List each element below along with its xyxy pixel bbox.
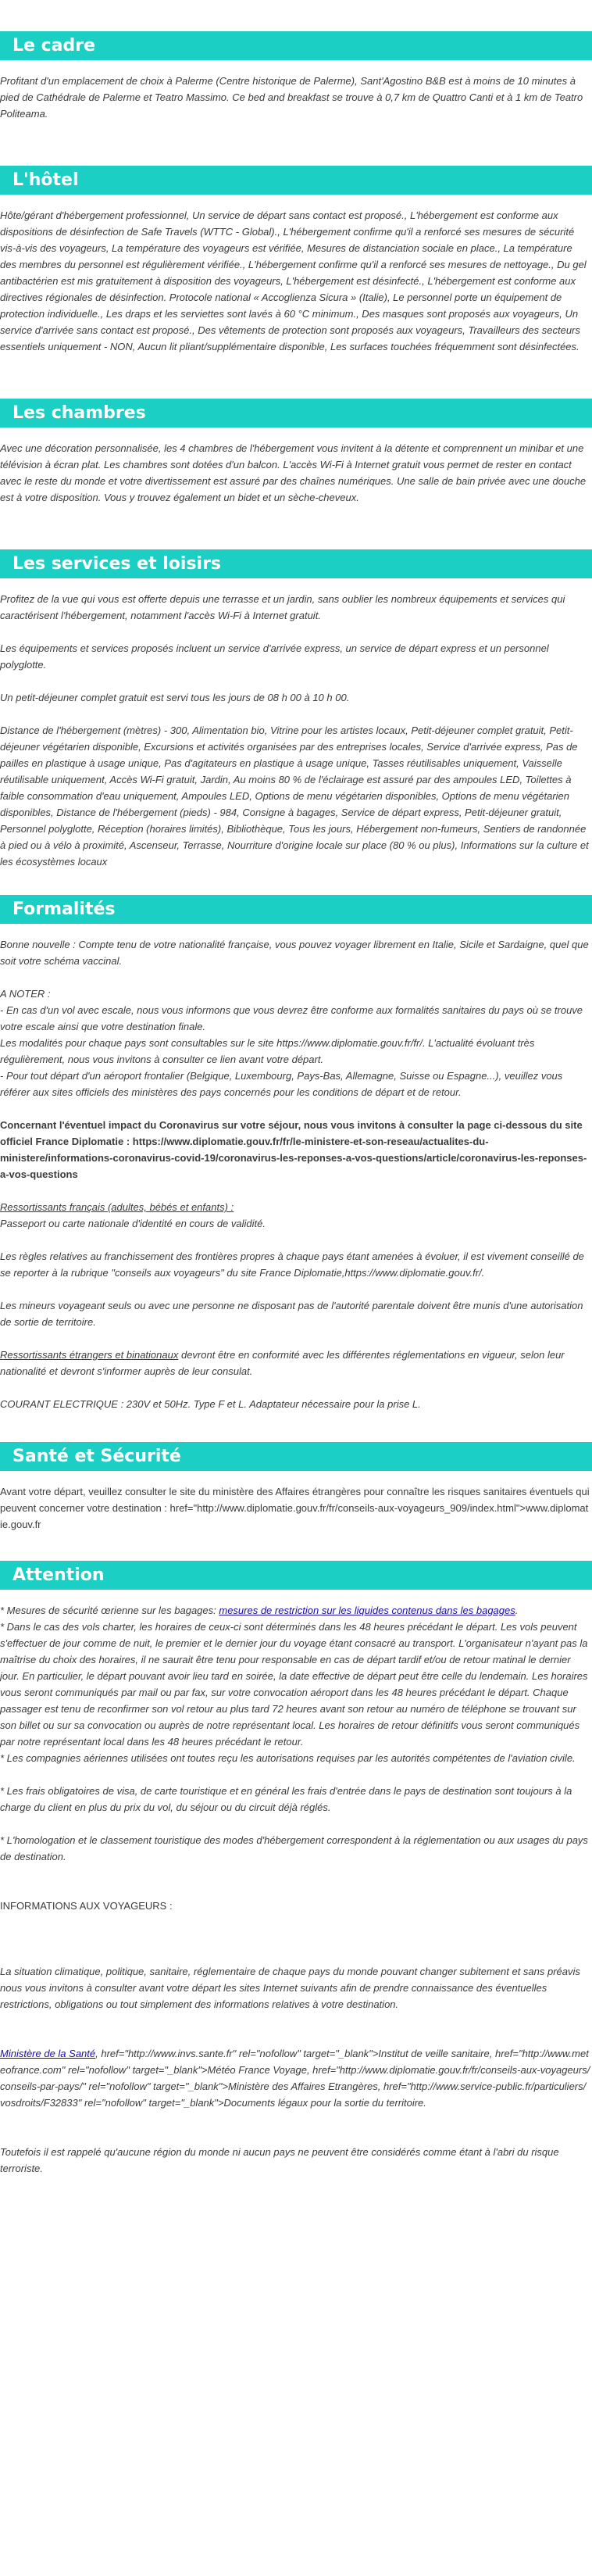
- section-title-services: Les services et loisirs: [0, 549, 592, 578]
- hotel-text: Hôte/gérant d'hébergement professionnel, Un service de départ sans contact est proposé., L'hébergement est conforme aux dispositions de désinfection de Safe Travels (WTTC - Global)., L'hébergement confirme qu'il a renforcé ses mesures de sécurité vis-à-vis des voyageurs, La température des voyageurs est vérifiée, Mesures de distanciation sociale en place., La température des membres du personnel est régulièrement vérifiée., L'hébergement confirme qu'il a renforcé ses mesures de nettoyage., Du gel antibactérien est mis gratuitement à disposition des voyageurs, L'hébergement est désinfecté., L'hébergement est conforme aux directives régionales de désinfection. Protocole national « Accoglienza Sicura » (Italie), Le personnel porte un équipement de protection individuelle., Les draps et les serviettes sont lavés à 60 °C minimum., Des masques sont proposés aux voyageurs, Un service d'arrivée sans contact est proposé., Des vêtements de protection sont proposés aux voyageurs, Travailleurs des secteurs essentiels uniquement - NON, Aucun lit pliant/supplémentaire disponible, Les surfaces touchées fréquemment sont désinfectées.: [0, 209, 587, 352]
- formalites-minors: Les mineurs voyageant seuls ou avec une personne ne disposant pas de l'autorité parentale doivent être munis d'une autorisation de sortie de territoire.: [0, 1300, 583, 1328]
- section-title-chambres: Les chambres: [0, 399, 592, 428]
- section-attention: [0, 1590, 592, 2191]
- section-title-hotel: L'hôtel: [0, 166, 592, 195]
- services-p2: Les équipements et services proposés incluent un service d'arrivée express, un service de départ express et un personnel polyglotte.: [0, 642, 549, 671]
- formalites-fr-title: Ressortissants français (adultes, bébés et enfants) :: [0, 1201, 234, 1213]
- section-chambres: [0, 428, 592, 520]
- formalites-coronavirus-notice: Concernant l'éventuel impact du Coronavirus sur votre séjour, nous vous invitons à consulter la page ci-dessous du site officiel France Diplomatie : https://www.diplomatie.gouv.fr/fr/le-ministere-et-son-reseau/actualites-du-ministere/informations-coronavirus-covid-19/coronavirus-les-reponses-a-vos-questions/article/coronavirus-les-reponses-a-vos-questions: [0, 1119, 587, 1180]
- services-p1: Profitez de la vue qui vous est offerte depuis une terrasse et un jardin, sans oublier les nombreux équipements et services qui caractérisent l'hébergement, notamment l'accès Wi-Fi à Internet gratuit.: [0, 593, 565, 621]
- section-hotel: [0, 195, 592, 369]
- formalites-note2: Les modalités pour chaque pays sont consultables sur le site https://www.diplomatie.gouv.fr/fr/. L'actualité évoluant très régulièrement, nous vous invitons à consulter ce lien avant votre départ.: [0, 1037, 535, 1065]
- formalites-foreign: [0, 1347, 590, 1379]
- formalites-note3: - Pour tout départ d'un aéroport frontalier (Belgique, Luxembourg, Pays-Bas, Allemagne, Suisse ou Espagne...), veuillez vous référer aux sites officiels des ministères des pays concernés pour les conditions de départ et de retour.: [0, 1070, 563, 1098]
- section-title-attention: Attention: [0, 1561, 592, 1590]
- section-formalites: [0, 924, 592, 1426]
- attention-p9-rest: , href="http://www.invs.sante.fr" rel="nofollow" target="_blank">Institut de veille sanitaire, href="http://www.meteofrance.com" rel="nofollow" target="_blank">Météo France Voyage, href="http://www.diplomatie.gouv.fr/fr/conseils-aux-voyageurs/conseils-par-pays/" rel="nofollow" target="_blank">Ministère des Affaires Etrangères, href="http://www.service-public.fr/particuliers/vosdroits/F32833" rel="nofollow" target="_blank">Documents légaux pour la sortie du territoire.: [0, 2048, 590, 2109]
- formalites-p1: Bonne nouvelle : Compte tenu de votre nationalité française, vous pouvez voyager librement en Italie, Sicile et Sardaigne, quel que soit votre schéma vaccinal.: [0, 939, 589, 967]
- cadre-text: Profitant d'un emplacement de choix à Palerme (Centre historique de Palerme), Sant'Agostino B&B est à moins de 10 minutes à pied de Cathédrale de Palerme et Teatro Massimo. Ce bed and breakfast se trouve à 0,7 km de Quattro Canti et à 1 km de Teatro Politeama.: [0, 75, 583, 120]
- section-title-sante: Santé et Sécurité: [0, 1442, 592, 1471]
- formalites-foreign-title: Ressortissants étrangers et binationaux: [0, 1349, 179, 1361]
- formalites-note-title: A NOTER :: [0, 988, 51, 1000]
- formalites-rules: Les règles relatives au franchissement des frontières propres à chaque pays étant amenées à évoluer, il est vivement conseillé de se reporter à la rubrique "conseils aux voyageurs" du site France Diplomatie,https://www.diplomatie.gouv.fr/.: [0, 1250, 584, 1279]
- attention-p1: [0, 1602, 590, 1619]
- attention-p8: nous vous invitons à consulter avant votre départ les sites Internet suivants afin de prendre connaissance des éventuelles restrictions, obligations ou tout simplement des informations relatives à votre destination.: [0, 1982, 547, 2010]
- attention-p1-prefix: * Mesures de sécurité œrienne sur les bagages:: [0, 1605, 219, 1616]
- attention-p6: INFORMATIONS AUX VOYAGEURS :: [0, 1900, 173, 1912]
- formalites-current: COURANT ELECTRIQUE : 230V et 50Hz. Type F et L. Adaptateur nécessaire pour la prise L.: [0, 1398, 421, 1410]
- attention-p10: Toutefois il est rappelé qu'aucune région du monde ni aucun pays ne peuvent être considérés comme étant à l'abri du risque terroriste.: [0, 2146, 559, 2174]
- formalites-foreign-text: devront être en conformité avec les différentes réglementations en vigueur, selon leur nationalité et devront s'informer auprès de leur consulat.: [0, 1349, 565, 1377]
- services-p4: Distance de l'hébergement (mètres) - 300, Alimentation bio, Vitrine pour les artistes locaux, Petit-déjeuner complet gratuit, Petit-déjeuner végétarien disponible, Excursions et activités organisées par des entreprises locales, Service d'arrivée express, Pas de pailles en plastique à usage unique, Pas d'agitateurs en plastique à usage unique, Tasses réutilisables uniquement, Vaisselle réutilisable uniquement, Accès Wi-Fi gratuit, Jardin, Au moins 80 % de l'éclairage est assuré par des ampoules LED, Toilettes à faible consommation d'eau uniquement, Ampoules LED, Options de menu végétarien disponibles, Options de menu végétarien disponibles, Distance de l'hébergement (pieds) - 984, Consigne à bagages, Service de départ express, Petit-déjeuner gratuit, Personnel polyglotte, Réception (horaires limités), Bibliothèque, Tous les jours, Hébergement non-fumeurs, Sentiers de randonnée à pied ou à vélo à proximité, Ascenseur, Terrasse, Nourriture d'origine locale sur place (80 % ou plus), Informations sur la culture et les écosystèmes locaux: [0, 724, 589, 868]
- attention-p4: * Les frais obligatoires de visa, de carte touristique et en général les frais d'entrée dans le pays de destination sont toujours à la charge du client en plus du prix du vol, du séjour ou du circuit déjà réglés.: [0, 1785, 572, 1813]
- section-title-formalites: Formalités: [0, 895, 592, 924]
- attention-p3: * Les compagnies aériennes utilisées ont toutes reçu les autorisations requises par les autorités compétentes de l'aviation civile.: [0, 1752, 576, 1764]
- attention-p9: [0, 2045, 590, 2111]
- formalites-fr-text: Passeport ou carte nationale d'identité en cours de validité.: [0, 1218, 266, 1229]
- services-p3: Un petit-déjeuner complet gratuit est servi tous les jours de 08 h 00 à 10 h 00.: [0, 692, 350, 703]
- sante-text: Avant votre départ, veuillez consulter le site du ministère des Affaires étrangères pour connaître les risques sanitaires éventuels qui peuvent concerner votre destination : href="http://www.diplomatie.gouv.fr/fr/conseils-aux-voyageurs_909/index.html">www.diplomatie.gouv.fr: [0, 1486, 590, 1530]
- liquids-restriction-link[interactable]: mesures de restriction sur les liquides contenus dans les bagages: [219, 1605, 515, 1616]
- section-services: [0, 578, 592, 884]
- section-sante: [0, 1471, 592, 1547]
- attention-p7: La situation climatique, politique, sanitaire, réglementaire de chaque pays du monde pouvant changer subitement et sans préavis: [0, 1966, 580, 1977]
- page: [0, 31, 592, 2191]
- chambres-text: Avec une décoration personnalisée, les 4 chambres de l'hébergement vous invitent à la détente et comprennent un minibar et une télévision à écran plat. Les chambres sont dotées d'un balcon. L'accès Wi-Fi à Internet gratuit vous permet de rester en contact avec le reste du monde et votre divertissement est assuré par des chaînes numériques. Une salle de bain privée avec une douche est à votre disposition. Vous y trouvez également un bidet et un sèche-cheveux.: [0, 442, 587, 503]
- attention-p1-suffix: .: [515, 1605, 519, 1616]
- section-cadre: [0, 60, 592, 136]
- section-title-cadre: Le cadre: [0, 31, 592, 60]
- attention-p2: * Dans le cas des vols charter, les horaires de ceux-ci sont déterminés dans les 48 heures précédant le départ. Les vols peuvent s'effectuer de jour comme de nuit, le premier et le dernier jour du voyage étant consacré au transport. L'organisateur n'ayant pas la maîtrise du choix des horaires, il ne saurait être tenu pour responsable en cas de départ tardif et/ou de retour matinal le dernier jour. En particulier, le départ pouvant avoir lieu tard en soirée, la date effective de départ peut être celle du lendemain. Les horaires vous seront communiqués par mail ou par fax, sur votre convocation aéroport dans les 48 heures précédant le départ. Chaque passager est tenu de reconfirmer son vol retour au plus tard 72 heures avant son retour au numéro de téléphone se trouvant sur son billet ou sur sa convocation ou auprès de notre représentant local. Les horaires de retour définitifs vous seront communiqués par notre représentant local dans les 48 heures précédant le retour.: [0, 1621, 588, 1748]
- formalites-note1: - En cas d'un vol avec escale, nous vous informons que vous devrez être conforme aux formalités sanitaires du pays où se trouve votre escale ainsi que votre destination finale.: [0, 1004, 583, 1032]
- ministere-sante-link[interactable]: Ministère de la Santé: [0, 2048, 96, 2059]
- attention-p5: * L'homologation et le classement touristique des modes d'hébergement correspondent à la réglementation ou aux usages du pays de destination.: [0, 1834, 588, 1862]
